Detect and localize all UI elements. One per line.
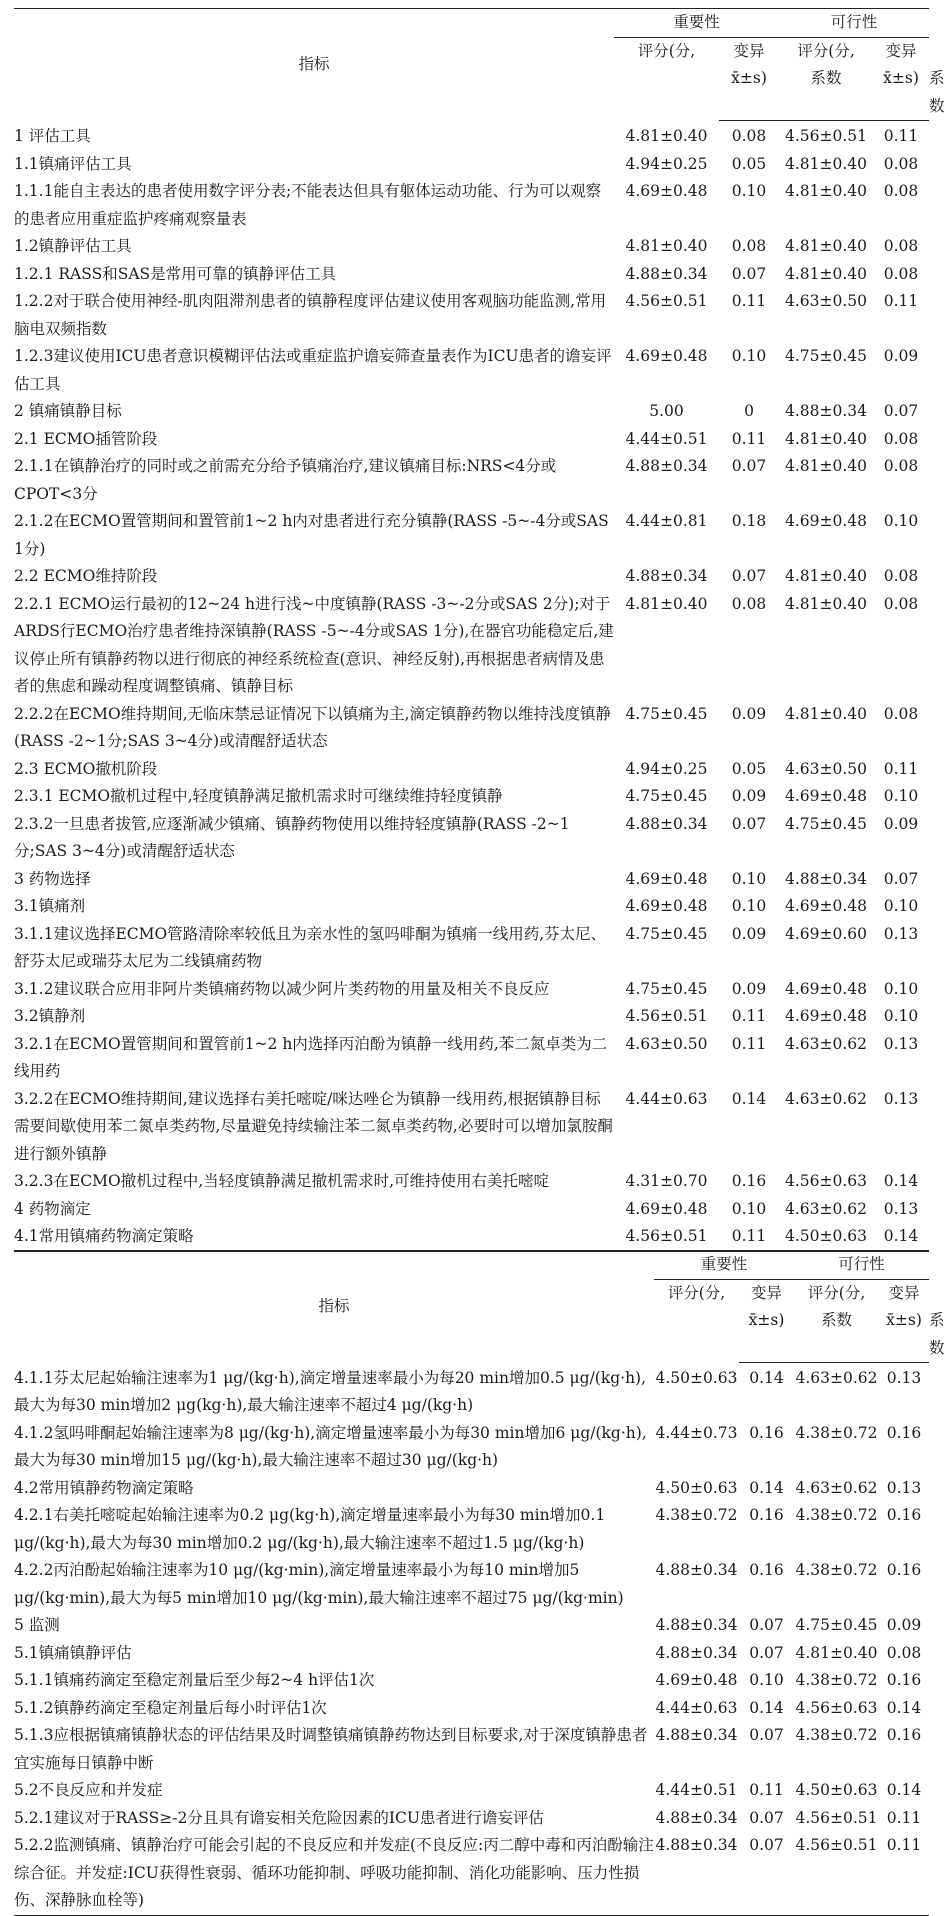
feasibility-score: 4.81±0.40: [785, 594, 868, 613]
table-row: [14, 343, 929, 398]
feasibility-score: 4.88±0.34: [785, 402, 868, 420]
feasibility-score: 4.69±0.60: [785, 924, 868, 943]
importance-cv: 0.10: [731, 1199, 767, 1218]
header-importance-2: 重要性: [654, 1251, 794, 1280]
importance-cv: 0.07: [749, 1808, 784, 1827]
feasibility-score: 4.38±0.72: [795, 1423, 878, 1442]
importance-cv: 0.07: [749, 1836, 784, 1854]
feasibility-cv: 0.08: [883, 704, 919, 723]
importance-cv: 0.11: [749, 1781, 784, 1799]
indicator-text: 2.2 ECMO维持阶段: [14, 567, 158, 585]
indicator-text: 2.1.1在镇静治疗的同时或之前需充分给予镇痛治疗,建议镇痛目标:NRS<4分或CPOT<3分: [14, 457, 557, 503]
indicator-text: 3.2.3在ECMO撤机过程中,当轻度镇静满足撤机需求时,可维持使用右美托嘧啶: [14, 1172, 550, 1190]
importance-cv: 0.16: [749, 1506, 784, 1524]
feasibility-cv: 0.08: [883, 567, 919, 585]
indicator-text: 2.3.2一旦患者拔管,应逐渐减少镇痛、镇静药物使用以维持轻度镇静(RASS -2~1分;SAS 3~4分)或清醒舒适状态: [14, 814, 570, 860]
indicator-text: 5.1.2镇静药滴定至稳定剂量后每小时评估1次: [14, 1698, 327, 1717]
importance-cv: 0.14: [749, 1478, 784, 1497]
importance-cv: 0.09: [731, 979, 767, 998]
importance-score: 4.44±0.63: [655, 1698, 738, 1717]
table-row: [14, 1363, 929, 1420]
feasibility-score: 4.81±0.40: [785, 457, 868, 475]
table-row: [14, 121, 929, 151]
feasibility-cv: 0.16: [886, 1726, 922, 1744]
indicator-text: 1.2.2对于联合使用神经-肌肉阻滞剂患者的镇静程度评估建议使用客观脑功能监测,常用脑电双频指数: [14, 292, 607, 338]
importance-cv: 0.09: [731, 924, 767, 943]
header-importance-cv-2: 系数: [779, 65, 873, 121]
table-row: [14, 1420, 929, 1475]
importance-cv: 0.10: [731, 869, 767, 888]
importance-score: 4.69±0.48: [625, 869, 708, 888]
importance-score: 4.75±0.45: [625, 924, 708, 943]
indicator-text: 1.1.1能自主表达的患者使用数字评分表;不能表达但具有躯体运动功能、行为可以观察的患者应用重症监护疼痛观察量表: [14, 182, 602, 228]
indicator-text: 1.2镇静评估工具: [14, 237, 132, 255]
importance-cv: 0.05: [731, 154, 767, 173]
feasibility-score: 4.63±0.62: [785, 1034, 868, 1053]
table-row: [14, 426, 929, 454]
feasibility-score: 4.63±0.62: [785, 1199, 868, 1218]
feasibility-score: 4.81±0.40: [795, 1643, 878, 1662]
importance-score: 4.44±0.81: [625, 512, 708, 530]
importance-cv: 0.10: [731, 347, 767, 365]
feasibility-cv: 0.08: [883, 264, 919, 283]
indicator-text: 2 镇痛镇静目标: [14, 402, 122, 420]
indicator-text: 2.1.2在ECMO置管期间和置管前1~2 h内对患者进行充分镇静(RASS -5~-4分或SAS 1分): [14, 512, 609, 558]
importance-cv: 0.07: [749, 1726, 784, 1744]
feasibility-cv: 0.08: [883, 429, 919, 448]
indicator-table-1: 指标 重要性 可行性 评分(分, 变异 评分(分, 变异 x̄±s) 系数 x̄±s) 系数 1 评估工具 4.81±0.40 0.08 4.56±0.51 0.11 1.1镇痛评估工具 4.94±0.25 0.05 4.81±0.40 0.08 1.1.1能自主表达的患者使用数字评分表;不能表达但具有躯体运动功能、行为可以观察的患者应用重症监护疼痛观察量表 4.69±0.48 0.10 4.81±0.40 0.08 1.2镇静评估工具 4.81±0.40 0.08 4.81±0.40 0.08 1.2.1 RASS和SAS是常用可靠的镇静评估工具 4.88±0.34 0.07 4.81±0.40 0.08 1.2.2对于联合使用神经-肌肉阻滞剂患者的镇静程度评估建议使用客观脑功能监测,常用脑电双频指数 4.56±0.51 0.11 4.63±0.50 0.11 1.2.3建议使用ICU患者意识模糊评估法或重症监护谵妄筛查量表作为ICU患者的谵妄评估工具 4.69±0.48 0.10 4.75±0.45 0.09 2 镇痛镇静目标 5.00 0 4.88±0.34 0.07 2.1 ECMO插管阶段 4.44±0.51 0.11 4.81±0.40 0.08 2.1.1在镇静治疗的同时或之前需充分给予镇痛治疗,建议镇痛目标:NRS<4分或CPOT<3分 4.88±0.34 0.07 4.81±0.40 0.08 2.1.2在ECMO置管期间和置管前1~2 h内对患者进行充分镇静(RASS -5~-4分或SAS 1分) 4.44±0.81 0.18 4.69±0.48 0.10 2.2 ECMO维持阶段 4.88±0.34 0.07 4.81±0.40 0.08 2.2.1 ECMO运行最初的12~24 h进行浅~中度镇静(RASS -3~-2分或SAS 2分);对于ARDS行ECMO治疗患者维持深镇静(RASS -5~-4分或SAS 1分),在器官功能稳定后,建议停止所有镇静药物以进行彻底的神经系统检查(意识、神经反射),再根据患者病情及患者的焦虑和躁动程度调整镇痛、镇静目标 4.81±0.40 0.08 4.81±0.40 0.08 2.2.2在ECMO维持期间,无临床禁忌证情况下以镇痛为主,滴定镇静药物以维持浅度镇静(RASS -2~1分;SAS 3~4分)或清醒舒适状态 4.75±0.45 0.09 4.81±0.40 0.08 2.3 ECMO撤机阶段 4.94±0.25 0.05 4.63±0.50 0.11 2.3.1 ECMO撤机过程中,轻度镇静满足撤机需求时可继续维持轻度镇静 4.75±0.45 0.09 4.69±0.48 0.10 2.3.2一旦患者拔管,应逐渐减少镇痛、镇静药物使用以维持轻度镇静(RASS -2~1分;SAS 3~4分)或清醒舒适状态 4.88±0.34 0.07 4.75±0.45 0.09 3 药物选择 4.69±0.48 0.10 4.88±0.34 0.07 3.1镇痛剂 4.69±0.48 0.10 4.69±0.48 0.10 3.1.1建议选择ECMO管路清除率较低且为亲水性的氢吗啡酮为镇痛一线用药,芬太尼、舒芬太尼或瑞芬太尼为二线镇痛药物 4.75±0.45 0.09 4.69±0.60 0.13 3.1.2建议联合应用非阿片类镇痛药物以减少阿片类药物的用量及相关不良反应 4.75±0.45 0.09 4.69±0.48 0.10 3.2镇静剂 4.56±0.51 0.11 4.69±0.48 0.10 3.2.1在ECMO置管期间和置管前1~2 h内选择丙泊酚为镇静一线用药,苯二氮卓类为二线用药 4.63±0.50 0.11 4.63±0.62 0.13 3.2.2在ECMO维持期间,建议选择右美托嘧啶/咪达唑仑为镇静一线用药,根据镇静目标需要间歇使用苯二氮卓类药物,尽量避免持续输注苯二氮卓类药物,必要时可以增加氯胺酮进行额外镇静 4.44±0.63 0.14 4.63±0.62 0.13 3.2.3在ECMO撤机过程中,当轻度镇静满足撤机需求时,可维持使用右美托嘧啶 4.31±0.70 0.16 4.56±0.63 0.14 4 药物滴定 4.69±0.48 0.10 4.63±0.62 0.13 4.1常用镇痛药物滴定策略 4.56±0.51 0.11 4.50±0.63 0.14: [14, 8, 929, 1252]
feasibility-cv: 0.13: [886, 1369, 922, 1387]
feasibility-cv: 0.14: [886, 1698, 922, 1717]
importance-cv: 0.08: [731, 237, 767, 255]
feasibility-score: 4.50±0.63: [795, 1781, 878, 1799]
table-row: [14, 233, 929, 261]
table-row: [14, 178, 929, 233]
table-row: [14, 1086, 929, 1169]
table-row: [14, 893, 929, 921]
table-row: [14, 1832, 929, 1915]
feasibility-score: 4.56±0.51: [795, 1808, 878, 1827]
indicator-text: 5.1.1镇痛药滴定至稳定剂量后至少每2~4 h评估1次: [14, 1671, 375, 1689]
importance-score: 4.63±0.50: [625, 1034, 708, 1053]
importance-score: 4.56±0.51: [625, 292, 708, 310]
importance-score: 4.88±0.34: [625, 567, 708, 585]
importance-score: 4.56±0.51: [625, 1227, 708, 1245]
indicator-text: 1.2.1 RASS和SAS是常用可靠的镇静评估工具: [14, 264, 337, 283]
feasibility-cv: 0.08: [883, 457, 919, 475]
feasibility-cv: 0.07: [883, 402, 919, 420]
header-feasibility-cv: 变异: [885, 41, 917, 60]
feasibility-cv: 0.13: [883, 924, 919, 943]
table-row: [14, 1475, 929, 1503]
feasibility-score: 4.38±0.72: [795, 1671, 878, 1689]
header-feasibility-score-unit: x̄±s): [873, 65, 929, 121]
importance-score: 5.00: [649, 402, 684, 420]
indicator-text: 4.2.2丙泊酚起始输注速率为10 μg/(kg·min),滴定增量速率最小为每10 min增加5 μg/(kg·min),最大为每5 min增加10 μg/(kg·min),最大输注速率不超过75 μg/(kg·min): [14, 1561, 624, 1607]
importance-score: 4.44±0.51: [655, 1781, 738, 1799]
table-row: [14, 1031, 929, 1086]
header-importance: 重要性: [614, 9, 779, 38]
feasibility-cv: 0.16: [886, 1561, 922, 1579]
table-row: [14, 1805, 929, 1833]
indicator-text: 4.1.1芬太尼起始输注速率为1 μg/(kg·h),滴定增量速率最小为每20 min增加0.5 μg/(kg·h),最大为每30 min增加2 μg(kg·h),最大输注速率不超过4 μg/(kg·h): [14, 1368, 647, 1414]
table-row: [14, 701, 929, 756]
feasibility-score: 4.50±0.63: [785, 1227, 868, 1245]
importance-cv: 0.14: [749, 1369, 784, 1387]
indicator-text: 3.1镇痛剂: [14, 897, 86, 915]
feasibility-score: 4.56±0.63: [795, 1698, 878, 1717]
feasibility-score: 4.81±0.40: [785, 704, 868, 723]
indicator-text: 1.2.3建议使用ICU患者意识模糊评估法或重症监护谵妄筛查量表作为ICU患者的谵妄评估工具: [14, 347, 612, 393]
importance-cv: 0.09: [731, 787, 767, 805]
importance-cv: 0.07: [731, 567, 767, 585]
indicator-text: 3.1.2建议联合应用非阿片类镇痛药物以减少阿片类药物的用量及相关不良反应: [14, 979, 550, 998]
feasibility-score: 4.56±0.63: [785, 1172, 868, 1190]
header-importance-cv-4: 系数: [794, 1307, 879, 1363]
indicator-text: 5.2不良反应和并发症: [14, 1781, 163, 1799]
importance-cv: 0.16: [749, 1423, 784, 1442]
indicator-text: 5 监测: [14, 1616, 60, 1634]
feasibility-cv: 0.11: [886, 1836, 922, 1854]
indicator-text: 5.2.1建议对于RASS≥-2分且具有谵妄相关危险因素的ICU患者进行谵妄评估: [14, 1808, 544, 1827]
feasibility-cv: 0.08: [886, 1643, 922, 1662]
feasibility-cv: 0.14: [883, 1172, 919, 1190]
indicator-table-2: 指标 重要性 可行性 评分(分, 变异 评分(分, 变异 x̄±s) 系数 x̄±s) 系数 4.1.1芬太尼起始输注速率为1 μg/(kg·h),滴定增量速率最小为每20 min增加0.5 μg/(kg·h),最大为每30 min增加2 μg(kg·h),最大输注速率不超过4 μg/(kg·h) 4.50±0.63 0.14 4.63±0.62 0.13 4.1.2氢吗啡酮起始输注速率为8 μg/(kg·h),滴定增量速率最小为每30 min增加6 μg/(kg·h),最大为每30 min增加15 μg/(kg·h),最大输注速率不超过30 μg/(kg·h) 4.44±0.73 0.16 4.38±0.72 0.16 4.2常用镇静药物滴定策略 4.50±0.63 0.14 4.63±0.62 0.13 4.2.1右美托嘧啶起始输注速率为0.2 μg(kg·h),滴定增量速率最小为每30 min增加0.1 μg/(kg·h),最大为每30 min增加0.2 μg/(kg·h),最大输注速率不超过1.5 μg/(kg·h) 4.38±0.72 0.16 4.38±0.72 0.16 4.2.2丙泊酚起始输注速率为10 μg/(kg·min),滴定增量速率最小为每10 min增加5 μg/(kg·min),最大为每5 min增加10 μg/(kg·min),最大输注速率不超过75 μg/(kg·min) 4.88±0.34 0.16 4.38±0.72 0.16 5 监测 4.88±0.34 0.07 4.75±0.45 0.09 5.1镇痛镇静评估 4.88±0.34 0.07 4.81±0.40 0.08 5.1.1镇痛药滴定至稳定剂量后至少每2~4 h评估1次 4.69±0.48 0.10 4.38±0.72 0.16 5.1.2镇静药滴定至稳定剂量后每小时评估1次 4.44±0.63 0.14 4.56±0.63 0.14 5.1.3应根据镇痛镇静状态的评估结果及时调整镇痛镇静药物达到目标要求,对于深度镇静患者宜实施每日镇静中断 4.88±0.34 0.07 4.38±0.72 0.16 5.2不良反应和并发症 4.44±0.51 0.11 4.50±0.63 0.14 5.2.1建议对于RASS≥-2分且具有谵妄相关危险因素的ICU患者进行谵妄评估 4.88±0.34 0.07 4.56±0.51 0.11 5.2.2监测镇痛、镇静治疗可能会引起的不良反应和并发症(不良反应:丙二醇中毒和丙泊酚输注综合征。并发症:ICU获得性衰弱、循环功能抑制、呼吸功能抑制、消化功能影响、压力性损伤、深静脉血栓等) 4.88±0.34 0.07 4.56±0.51 0.11: [14, 1250, 929, 1916]
header-indicator: 指标: [298, 55, 330, 73]
feasibility-score: 4.63±0.50: [785, 759, 868, 778]
table-row: [14, 1612, 929, 1640]
importance-score: 4.69±0.48: [625, 347, 708, 365]
feasibility-cv: 0.14: [883, 1227, 919, 1245]
table-row: [14, 866, 929, 894]
table-row: [14, 508, 929, 563]
table-row: [14, 1777, 929, 1805]
feasibility-score: 4.63±0.62: [795, 1369, 878, 1387]
indicator-text: 4.1常用镇痛药物滴定策略: [14, 1227, 194, 1245]
feasibility-cv: 0.09: [886, 1616, 922, 1634]
table-row: [14, 1223, 929, 1251]
importance-score: 4.56±0.51: [625, 1007, 708, 1025]
importance-score: 4.50±0.63: [655, 1478, 738, 1497]
indicator-text: 1.1镇痛评估工具: [14, 154, 132, 173]
importance-score: 4.88±0.34: [655, 1643, 738, 1662]
feasibility-score: 4.56±0.51: [795, 1836, 878, 1854]
indicator-text: 5.2.2监测镇痛、镇静治疗可能会引起的不良反应和并发症(不良反应:丙二醇中毒和丙泊酚输注综合征。并发症:ICU获得性衰弱、循环功能抑制、呼吸功能抑制、消化功能影响、压力性损伤、深静脉血栓等): [14, 1836, 654, 1909]
feasibility-cv: 0.13: [886, 1478, 922, 1497]
feasibility-score: 4.63±0.62: [795, 1478, 878, 1497]
table-row: [14, 1640, 929, 1668]
importance-score: 4.50±0.63: [655, 1368, 738, 1387]
importance-cv: 0.08: [731, 594, 767, 613]
header-feasibility-cv-3: 变异: [888, 1283, 920, 1302]
indicator-text: 4.1.2氢吗啡酮起始输注速率为8 μg/(kg·h),滴定增量速率最小为每30 min增加6 μg/(kg·h),最大为每30 min增加15 μg/(kg·h),最大输注速率不超过30 μg/(kg·h): [14, 1423, 647, 1469]
table-row: [14, 563, 929, 591]
feasibility-cv: 0.16: [886, 1506, 922, 1524]
importance-cv: 0.11: [731, 1227, 767, 1245]
indicator-text: 2.2.1 ECMO运行最初的12~24 h进行浅~中度镇静(RASS -3~-2分或SAS 2分);对于ARDS行ECMO治疗患者维持深镇静(RASS -5~-4分或SAS 1分),在器官功能稳定后,建议停止所有镇静药物以进行彻底的神经系统检查(意识、神经反射),再根据患者病情及患者的焦虑和躁动程度调整镇痛、镇静目标: [14, 594, 614, 695]
feasibility-cv: 0.13: [883, 1199, 919, 1218]
importance-score: 4.88±0.34: [655, 1726, 738, 1744]
table-row: [14, 398, 929, 426]
importance-cv: 0.07: [731, 814, 767, 833]
feasibility-cv: 0.09: [883, 814, 919, 833]
feasibility-cv: 0.10: [883, 1007, 919, 1025]
importance-score: 4.88±0.34: [655, 1808, 738, 1827]
importance-score: 4.69±0.48: [625, 897, 708, 915]
header-importance-cv-3: 变异: [751, 1283, 783, 1302]
feasibility-score: 4.38±0.72: [795, 1506, 878, 1524]
importance-score: 4.81±0.40: [625, 237, 708, 255]
table-row: [14, 1695, 929, 1723]
importance-score: 4.31±0.70: [625, 1172, 708, 1190]
header-feasibility-score: 评分(分,: [797, 41, 855, 60]
header-feasibility-score-2: 评分(分,: [807, 1283, 866, 1302]
importance-score: 4.44±0.73: [655, 1423, 738, 1442]
importance-score: 4.88±0.34: [655, 1616, 738, 1634]
importance-score: 4.69±0.48: [625, 182, 708, 200]
importance-cv: 0.07: [749, 1616, 784, 1634]
indicator-text: 3.1.1建议选择ECMO管路清除率较低且为亲水性的氢吗啡酮为镇痛一线用药,芬太尼、舒芬太尼或瑞芬太尼为二线镇痛药物: [14, 924, 607, 970]
indicator-text: 3 药物选择: [14, 869, 91, 888]
indicator-text: 5.1.3应根据镇痛镇静状态的评估结果及时调整镇痛镇静药物达到目标要求,对于深度镇静患者宜实施每日镇静中断: [14, 1726, 648, 1772]
feasibility-cv: 0.11: [886, 1808, 922, 1827]
importance-score: 4.69±0.48: [625, 1199, 708, 1218]
indicator-text: 4 药物滴定: [14, 1199, 91, 1218]
importance-score: 4.81±0.40: [625, 126, 708, 145]
indicator-text: 2.3 ECMO撤机阶段: [14, 759, 158, 778]
feasibility-score: 4.81±0.40: [785, 182, 868, 200]
importance-cv: 0: [744, 402, 754, 420]
feasibility-cv: 0.08: [883, 154, 919, 173]
table-row: [14, 811, 929, 866]
importance-cv: 0.11: [731, 1034, 767, 1053]
feasibility-cv: 0.11: [883, 759, 919, 778]
importance-score: 4.94±0.25: [625, 154, 708, 173]
importance-score: 4.69±0.48: [655, 1671, 738, 1689]
feasibility-score: 4.63±0.62: [785, 1089, 868, 1108]
indicator-text: 3.2.1在ECMO置管期间和置管前1~2 h内选择丙泊酚为镇静一线用药,苯二氮卓类为二线用药: [14, 1034, 608, 1080]
table-row: [14, 1722, 929, 1777]
feasibility-score: 4.75±0.45: [785, 814, 868, 833]
indicator-text: 5.1镇痛镇静评估: [14, 1643, 132, 1662]
feasibility-cv: 0.08: [883, 594, 919, 613]
feasibility-score: 4.81±0.40: [785, 264, 868, 283]
importance-cv: 0.07: [731, 264, 767, 283]
importance-score: 4.44±0.63: [625, 1089, 708, 1108]
indicator-text: 4.2.1右美托嘧啶起始输注速率为0.2 μg(kg·h),滴定增量速率最小为每30 min增加0.1 μg/(kg·h),最大为每30 min增加0.2 μg/(kg·h),最大输注速率不超过1.5 μg/(kg·h): [14, 1506, 606, 1552]
importance-cv: 0.16: [749, 1561, 784, 1579]
feasibility-cv: 0.08: [883, 182, 919, 200]
table-row: [14, 453, 929, 508]
feasibility-score: 4.88±0.34: [785, 869, 868, 888]
indicator-text: 2.2.2在ECMO维持期间,无临床禁忌证情况下以镇痛为主,滴定镇静药物以维持浅度镇静(RASS -2~1分;SAS 3~4分)或清醒舒适状态: [14, 704, 612, 750]
table-row: [14, 921, 929, 976]
feasibility-cv: 0.10: [883, 897, 919, 915]
table-row: [14, 1003, 929, 1031]
table-row: [14, 976, 929, 1004]
header-feasibility: 可行性: [779, 9, 929, 38]
feasibility-cv: 0.16: [886, 1671, 922, 1689]
importance-cv: 0.11: [731, 429, 767, 448]
feasibility-cv: 0.09: [883, 347, 919, 365]
indicator-text: 1 评估工具: [14, 126, 91, 145]
table-row: [14, 1557, 929, 1612]
feasibility-cv: 0.07: [883, 869, 919, 888]
importance-cv: 0.14: [749, 1698, 784, 1717]
table-row: [14, 783, 929, 811]
importance-cv: 0.14: [731, 1089, 767, 1108]
importance-cv: 0.11: [731, 1007, 767, 1025]
header-feasibility-score-unit-2: x̄±s): [879, 1307, 929, 1363]
feasibility-score: 4.81±0.40: [785, 429, 868, 448]
table-row: [14, 1168, 929, 1196]
importance-cv: 0.11: [731, 292, 767, 310]
importance-score: 4.81±0.40: [625, 594, 708, 613]
feasibility-cv: 0.10: [883, 787, 919, 805]
header-importance-score-unit: x̄±s): [719, 65, 779, 121]
indicator-text: 2.3.1 ECMO撤机过程中,轻度镇静满足撤机需求时可继续维持轻度镇静: [14, 787, 503, 805]
importance-score: 4.88±0.34: [655, 1561, 738, 1579]
table-row: [14, 756, 929, 784]
indicator-text: 3.2.2在ECMO维持期间,建议选择右美托嘧啶/咪达唑仑为镇静一线用药,根据镇静目标需要间歇使用苯二氮卓类药物,尽量避免持续输注苯二氮卓类药物,必要时可以增加氯胺酮进行额外镇静: [14, 1089, 613, 1163]
header-importance-score-2: 评分(分,: [667, 1283, 726, 1302]
importance-cv: 0.05: [731, 759, 767, 778]
importance-score: 4.94±0.25: [625, 759, 708, 778]
table-row: [14, 1502, 929, 1557]
feasibility-score: 4.63±0.50: [785, 292, 868, 310]
importance-score: 4.88±0.34: [625, 457, 708, 475]
importance-score: 4.75±0.45: [625, 787, 708, 805]
header-importance-cv: 变异: [733, 41, 765, 60]
importance-score: 4.75±0.45: [625, 979, 708, 998]
feasibility-score: 4.69±0.48: [785, 787, 868, 805]
feasibility-score: 4.81±0.40: [785, 567, 868, 585]
importance-cv: 0.10: [749, 1671, 784, 1689]
feasibility-cv: 0.14: [886, 1781, 922, 1799]
feasibility-cv: 0.16: [886, 1423, 922, 1442]
indicator-text: 3.2镇静剂: [14, 1007, 86, 1025]
importance-cv: 0.10: [731, 182, 767, 200]
table-row: [14, 151, 929, 179]
feasibility-cv: 0.10: [883, 979, 919, 998]
feasibility-score: 4.56±0.51: [785, 127, 868, 145]
importance-score: 4.38±0.72: [655, 1506, 738, 1524]
importance-score: 4.88±0.34: [625, 814, 708, 833]
indicator-text: 2.1 ECMO插管阶段: [14, 429, 158, 448]
feasibility-cv: 0.13: [883, 1034, 919, 1053]
feasibility-score: 4.81±0.40: [785, 154, 868, 173]
header-feasibility-2: 可行性: [794, 1251, 929, 1280]
feasibility-score: 4.69±0.48: [785, 1007, 868, 1025]
importance-score: 4.88±0.34: [655, 1836, 738, 1854]
indicator-text: 4.2常用镇静药物滴定策略: [14, 1478, 194, 1497]
table-row: [14, 591, 929, 701]
feasibility-cv: 0.11: [883, 292, 919, 310]
table-row: [14, 288, 929, 343]
importance-cv: 0.08: [731, 127, 767, 145]
feasibility-score: 4.75±0.45: [785, 347, 868, 365]
importance-cv: 0.10: [731, 897, 767, 915]
feasibility-score: 4.69±0.48: [785, 512, 868, 530]
feasibility-score: 4.38±0.72: [795, 1561, 878, 1579]
feasibility-score: 4.38±0.72: [795, 1726, 878, 1744]
importance-score: 4.88±0.34: [625, 264, 708, 283]
table-row: [14, 1196, 929, 1224]
importance-cv: 0.09: [731, 704, 767, 723]
table-row: [14, 261, 929, 289]
feasibility-score: 4.75±0.45: [795, 1616, 878, 1634]
feasibility-score: 4.69±0.48: [785, 897, 868, 915]
header-importance-score: 评分(分,: [637, 41, 696, 60]
importance-score: 4.75±0.45: [625, 704, 708, 723]
importance-score: 4.44±0.51: [625, 429, 708, 448]
importance-cv: 0.07: [749, 1643, 784, 1662]
header-importance-score-unit-2: x̄±s): [739, 1307, 794, 1363]
importance-cv: 0.18: [731, 512, 767, 530]
table-row: [14, 1667, 929, 1695]
feasibility-cv: 0.10: [883, 512, 919, 530]
feasibility-cv: 0.08: [883, 237, 919, 255]
importance-cv: 0.07: [731, 457, 767, 475]
importance-cv: 0.16: [731, 1172, 767, 1190]
feasibility-cv: 0.11: [883, 127, 919, 145]
feasibility-score: 4.69±0.48: [785, 979, 868, 998]
feasibility-score: 4.81±0.40: [785, 237, 868, 255]
feasibility-cv: 0.13: [883, 1089, 919, 1108]
header-indicator-2: 指标: [318, 1297, 350, 1315]
